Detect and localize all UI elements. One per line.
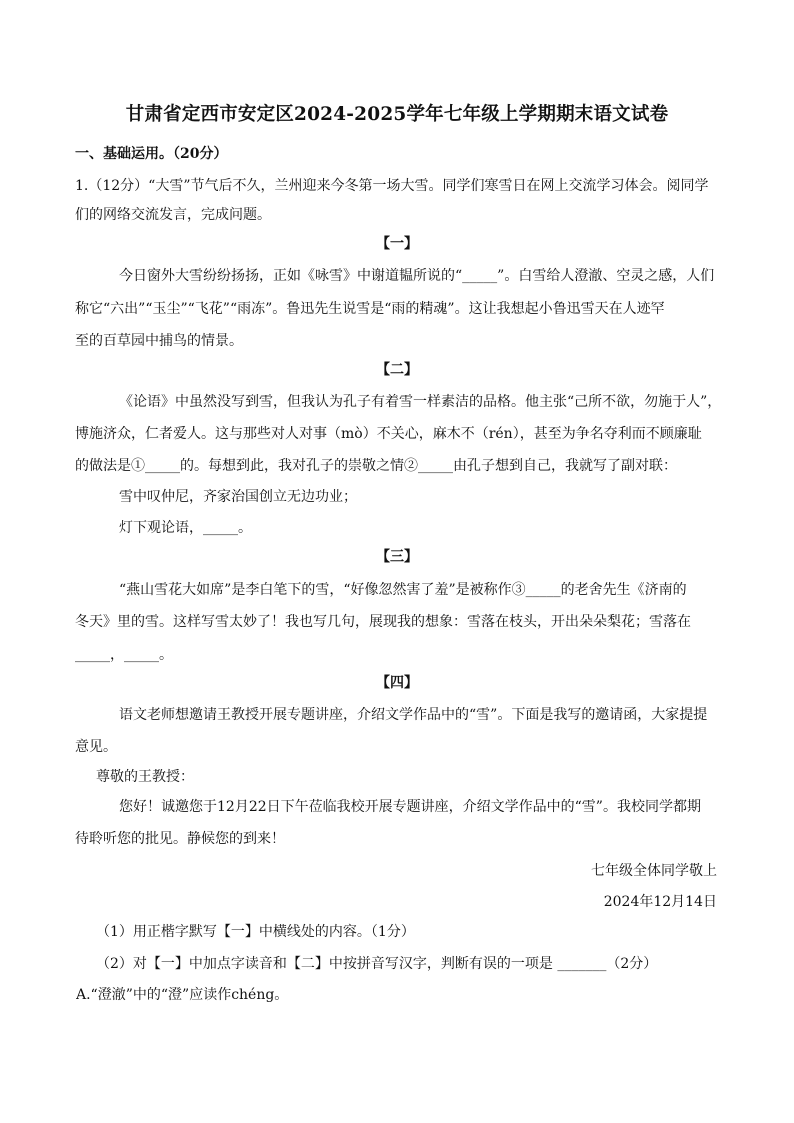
question1-intro-line1: 1.（12分）“大雪”节气后不久，兰州迎来今冬第一场大雪。同学们寒雪日在网上交流学习体会。阅同学 — [75, 178, 709, 194]
part2-line1: 《论语》中虽然没写到雪，但我认为孔子有着雪一样素洁的品格。他主张“己所不欲，勿施于人”， — [119, 394, 722, 410]
letter-body-line2: 待聆听您的批见。静候您的到来！ — [75, 831, 285, 847]
part4-line2: 意见。 — [75, 739, 117, 755]
page-title: 甘肃省定西市安定区2024-2025学年七年级上学期期末语文试卷 — [125, 104, 669, 125]
part3-line3: _____，_____。 — [75, 647, 173, 663]
part4-line1: 语文老师想邀请王教授开展专题讲座，介绍文学作品中的“雪”。下面是我写的邀请函，大家提提 — [119, 707, 708, 723]
question1-intro-line2: 们的网络交流发言，完成问题。 — [75, 207, 271, 223]
sub-question-2: （2）对【一】中加点字读音和【二】中按拼音写汉字，判断有误的一项是 _______（2分） — [96, 956, 658, 972]
letter-date: 2024年12月14日 — [603, 894, 717, 910]
part1-line2: 称它“六出”“玉尘”“飞花”“雨冻”。鲁迅先生说雪是“雨的精魂”。这让我想起小鲁迅雪天在人迹罕 — [75, 301, 665, 317]
option-a: A.“澄澈”中的“澄”应读作chéng。 — [76, 987, 289, 1003]
part1-line3: 至的百草园中捕鸟的情景。 — [75, 333, 243, 349]
letter-body-line1: 您好！诚邀您于12月22日下午莅临我校开展专题讲座，介绍文学作品中的“雪”。我校同学都期 — [119, 799, 701, 815]
part2-line2: 博施济众，仁者爱人。这与那些对人对事（mò）不关心，麻木不（rén），甚至为争名夺利而不顾廉耻 — [75, 426, 702, 442]
part1-line1: 今日窗外大雪纷纷扬扬，正如《咏雪》中谢道韫所说的“_____”。白雪给人澄澈、空灵之感，人们 — [119, 268, 715, 284]
part2-couplet-line2: 灯下观论语，_____。 — [119, 520, 252, 536]
part2-line3: 的做法是①_____的。每想到此，我对孔子的崇敬之情②_____由孔子想到自己，我就写了副对联： — [75, 458, 677, 474]
part3-label: 【三】 — [376, 549, 418, 565]
part2-couplet-line1: 雪中叹仲尼，齐家治国创立无边功业； — [119, 489, 357, 505]
part2-label: 【二】 — [376, 362, 418, 378]
part1-label: 【一】 — [376, 236, 418, 252]
letter-signature: 七年级全体同学敬上 — [591, 863, 717, 879]
part4-label: 【四】 — [376, 675, 418, 691]
part3-line1: “燕山雪花大如席”是李白笔下的雪，“好像忽然害了羞”是被称作③_____的老舍先生《济南的 — [119, 582, 687, 598]
part3-line2: 冬天》里的雪。这样写雪太妙了！我也写几句，展现我的想象：雪落在枝头，开出朵朵梨花；雪落在 — [75, 614, 691, 630]
section-heading: 一、基础运用。（20分） — [75, 146, 228, 162]
sub-question-1: （1）用正楷字默写【一】中横线处的内容。（1分） — [96, 924, 415, 940]
letter-salutation: 尊敬的王教授： — [96, 769, 194, 785]
